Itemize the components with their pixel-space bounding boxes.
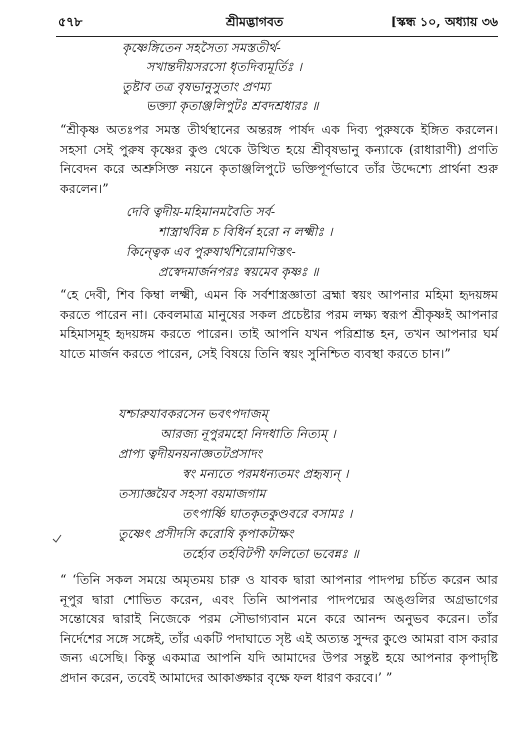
book-title: শ্রীমদ্ভাগবত xyxy=(226,14,284,29)
chapter-reference: [স্কন্ধ ১০, অধ্যায় ৩৬ xyxy=(390,14,498,29)
verse-3-line-1: যশ্চারুযাবকরসেন ভবৎপদাজম্ xyxy=(118,406,268,421)
verse-3-line-6: তৎপার্ষ্ণি ঘাতকৃতকুণ্ডবরে বসামঃ । xyxy=(182,506,353,521)
verse-3-line-4: স্বং মন্যতে পরমধন্যতমং প্রহৃষ্যন্ । xyxy=(182,466,349,481)
verse-2-line-1: দেবি ত্বদীয়-মহিমানমবৈতি সর্ব- xyxy=(126,204,276,219)
header-divider xyxy=(56,36,498,37)
verse-2-line-2: শাস্ত্রার্থবিন্ন চ বিধির্ন হরো ন লক্ষ্মীঃ । xyxy=(158,224,333,239)
translation-3: “ ‘তিনি সকল সময়ে অমৃতময় চারু ও যাবক দ্বারা আপনার পাদপদ্ম চর্চিত করেন আর নূপুর দ্বারা শোভিত করেন, এবং তিনি আপনার পাদপদ্মের অঙ্গুলির অগ্রভাগের সন্তোষের দ্বারাই নিজেকে পরম সৌভাগ্যবান মনে করে আনন্দ অনুভব করেন। তাঁর নির্দেশের সঙ্গে সঙ্গেই, তাঁর একটি পদাঘাতে সৃষ্ট এই অত্যন্ত সুন্দর কুণ্ডে আমরা বাস করার জন্য এসেছি। কিন্তু একমাত্র আপনি যদি আমাদের উপর সন্তুষ্ট হয়ে আপনার কৃপাদৃষ্টি প্রদান করেন, তবেই আমাদের আকাঙ্ক্ষার বৃক্ষে ফল ধারণ করবে।’ ” xyxy=(60,572,498,685)
verse-2-line-3: কিন্ত্বেক এব পুরুষার্থশিরোমণিস্তৎ- xyxy=(126,244,296,259)
verse-1-line-2: সখান্তদীয়সরসো ধৃতদিব্যমূর্তিঃ । xyxy=(146,59,303,74)
page-header xyxy=(58,14,498,34)
verse-3-line-5: তস্যাজ্ঞয়ৈব সহসা বয়মাজগাম xyxy=(118,486,266,501)
verse-3-line-3: প্রাপ্য ত্বদীয়নয়নাজ্ঞতটপ্রসাদং xyxy=(118,446,263,461)
verse-3-line-7: তুষ্ণেৎ প্রসীদসি করোষি কৃপাকটাক্ষং xyxy=(118,526,294,541)
margin-mark-icon xyxy=(52,534,62,544)
verse-2-line-4: প্রস্বেদমার্জনপরঃ স্বয়মেব কৃষ্ণঃ ॥ xyxy=(158,264,319,279)
page-number: ৫৭৮ xyxy=(58,14,83,29)
translation-2: “হে দেবী, শিব কিম্বা লক্ষ্মী, এমন কি সর্বশাস্ত্রজ্ঞাতা ব্রহ্মা স্বয়ং আপনার মহিমা হৃদয়ঙ্গম করতে পারেন না। কেবলমাত্র মানুষের সকল প্রচেষ্টার পরম লক্ষ্য স্বরূপ শ্রীকৃষ্ণই আপনার মহিমাসমূহ হৃদয়ঙ্গম করতে পারেন। তাই আপনি যখন পরিশ্রান্ত হন, তখন আপনার ঘর্ম যাতে মার্জন করতে পারেন, সেই বিষয়ে তিনি স্বয়ং সুনিশ্চিত ব্যবস্থা করতে চান।” xyxy=(60,287,498,361)
verse-1-line-4: ভক্ত্যা কৃতাঞ্জলিপুটঃ শ্রবদশ্রধারঃ ॥ xyxy=(146,98,319,113)
translation-1: “শ্রীকৃষ্ণ অতঃপর সমস্ত তীর্থস্থানের অন্তরঙ্গ পার্ষদ এক দিব্য পুরুষকে ইঙ্গিত করলেন। সহসা সেই পুরুষ কৃষ্ণের কুণ্ড থেকে উত্থিত হয়ে শ্রীবৃষভানু কন্যাকে (রাধারাণী) প্রণতি নিবেদন করে অশ্রুসিক্ত নয়নে কৃতাঞ্জলিপুটে ভক্তিপূর্ণভাবে তাঁর উদ্দেশ্যে প্রার্থনা শুরু করলেন।” xyxy=(60,122,498,196)
verse-3-line-8: তর্হ্যেব তর্হবিটপী ফলিতো ভবেন্নঃ ॥ xyxy=(182,546,359,561)
verse-3-line-2: আরজ্য নূপুরমহো নিদধাতি নিত্যম্ । xyxy=(160,426,336,441)
verse-1-line-3: তুষ্টাব তত্র বৃষভানুসুতাং প্রণম্য xyxy=(122,79,270,94)
verse-1-line-1: কৃষ্ণেঙ্গিতেন সহসৈত্য সমস্ততীর্থ- xyxy=(122,40,281,55)
